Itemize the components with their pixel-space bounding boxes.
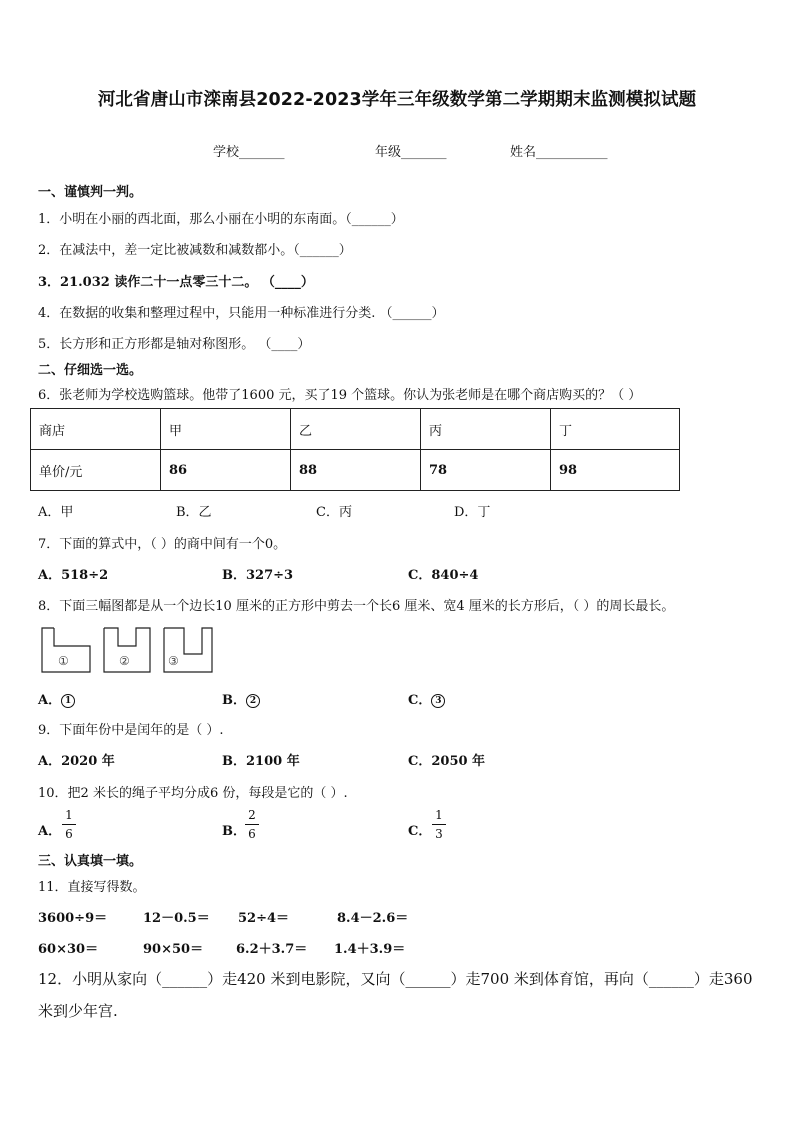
fraction-bar bbox=[62, 824, 76, 825]
numerator: 1 bbox=[435, 808, 443, 822]
question-4: 4．在数据的收集和整理过程中，只能用一种标准进行分类. （______） bbox=[38, 306, 445, 321]
option-letter: A． bbox=[38, 693, 62, 708]
question-6: 6．张老师为学校选购篮球。他带了1600 元，买了19 个篮球。你认为张老师是在哪个商店购买的？（ ） bbox=[38, 388, 642, 403]
table-cell: 98 bbox=[551, 450, 680, 491]
circled-number: 1 bbox=[61, 694, 75, 708]
table-cell: 乙 bbox=[291, 409, 421, 450]
calc-item: 60×30＝ bbox=[38, 942, 99, 957]
fraction-bar bbox=[432, 824, 446, 825]
section-heading-1: 一、谨慎判一判。 bbox=[38, 185, 143, 200]
table-cell: 丁 bbox=[551, 409, 680, 450]
calc-item: 6.2＋3.7＝ bbox=[236, 942, 308, 957]
fraction-a bbox=[62, 808, 76, 841]
circled-number: 3 bbox=[431, 694, 445, 708]
question-11: 11．直接写得数。 bbox=[38, 880, 146, 895]
q7-option-a: A．518÷2 bbox=[38, 568, 109, 583]
question-3: 3．21.032 读作二十一点零三十二。 （____） bbox=[38, 275, 314, 290]
q6-option-a: A．甲 bbox=[38, 505, 74, 520]
calc-item: 52÷4＝ bbox=[238, 911, 290, 926]
q7-option-b: B．327÷3 bbox=[222, 568, 294, 583]
fraction-bar bbox=[245, 824, 259, 825]
numerator: 2 bbox=[248, 808, 256, 822]
question-10: 10．把2 米长的绳子平均分成6 份，每段是它的（ ）. bbox=[38, 786, 348, 801]
numerator: 1 bbox=[65, 808, 73, 822]
q6-option-c: C．丙 bbox=[316, 505, 352, 520]
denominator: 3 bbox=[435, 827, 443, 841]
table-cell: 单价/元 bbox=[31, 450, 161, 491]
fraction-b bbox=[245, 808, 259, 841]
q8-figures bbox=[38, 624, 218, 676]
question-2: 2．在减法中，差一定比被减数和减数都小。（______） bbox=[38, 243, 352, 258]
q8-option-c bbox=[408, 689, 445, 708]
question-8: 8．下面三幅图都是从一个边长10 厘米的正方形中剪去一个长6 厘米、宽4 厘米的长方形后，（ ）的周长最长。 bbox=[38, 599, 675, 614]
question-5: 5．长方形和正方形都是轴对称图形。 （____） bbox=[38, 337, 311, 352]
q10-option-a-letter: A． bbox=[38, 824, 62, 839]
calc-item: 8.4－2.6＝ bbox=[337, 911, 409, 926]
question-7: 7．下面的算式中，（ ）的商中间有一个0。 bbox=[38, 537, 287, 552]
option-letter: C． bbox=[408, 693, 432, 708]
table-cell: 商店 bbox=[31, 409, 161, 450]
grade-field[interactable]: 年级_______ bbox=[375, 145, 447, 160]
q6-option-b: B．乙 bbox=[176, 505, 212, 520]
question-9: 9．下面年份中是闰年的是（ ）. bbox=[38, 723, 224, 738]
q9-option-a: A．2020 年 bbox=[38, 754, 115, 769]
question-12-line-1: 12．小明从家向（______）走420 米到电影院，又向（______）走700 米到体育馆，再向（______）走360 bbox=[38, 970, 753, 988]
q9-option-b: B．2100 年 bbox=[222, 754, 300, 769]
table-cell: 丙 bbox=[421, 409, 551, 450]
name-field[interactable]: 姓名___________ bbox=[510, 145, 608, 160]
table-cell: 88 bbox=[291, 450, 421, 491]
page-title: 河北省唐山市滦南县2022-2023学年三年级数学第二学期期末监测模拟试题 bbox=[97, 90, 697, 110]
table-row bbox=[31, 450, 680, 491]
figure-3-label: ③ bbox=[168, 654, 179, 668]
q10-option-b-letter: B． bbox=[222, 824, 246, 839]
figure-2-label: ② bbox=[119, 654, 130, 668]
option-letter: B． bbox=[222, 693, 246, 708]
question-12-line-2: 米到少年宫. bbox=[38, 1002, 118, 1020]
table-cell: 78 bbox=[421, 450, 551, 491]
q8-option-b bbox=[222, 689, 260, 708]
school-field[interactable]: 学校_______ bbox=[213, 145, 285, 160]
calc-item: 90×50＝ bbox=[143, 942, 204, 957]
section-heading-3: 三、认真填一填。 bbox=[38, 854, 143, 869]
table-cell: 甲 bbox=[161, 409, 291, 450]
table-row bbox=[31, 409, 680, 450]
circled-number: 2 bbox=[246, 694, 260, 708]
q8-option-a bbox=[38, 689, 75, 708]
question-1: 1．小明在小丽的西北面，那么小丽在小明的东南面。（______） bbox=[38, 212, 404, 227]
q6-option-d: D．丁 bbox=[454, 505, 491, 520]
denominator: 6 bbox=[65, 827, 73, 841]
q9-option-c: C．2050 年 bbox=[408, 754, 486, 769]
section-heading-2: 二、仔细选一选。 bbox=[38, 363, 143, 378]
q7-option-c: C．840÷4 bbox=[408, 568, 479, 583]
fraction-c bbox=[432, 808, 446, 841]
calc-item: 3600÷9＝ bbox=[38, 911, 108, 926]
table-cell: 86 bbox=[161, 450, 291, 491]
price-table bbox=[30, 408, 680, 491]
q10-option-c-letter: C． bbox=[408, 824, 432, 839]
figure-1-label: ① bbox=[58, 654, 69, 668]
calc-item: 12－0.5＝ bbox=[143, 911, 210, 926]
calc-item: 1.4＋3.9＝ bbox=[334, 942, 406, 957]
denominator: 6 bbox=[248, 827, 256, 841]
